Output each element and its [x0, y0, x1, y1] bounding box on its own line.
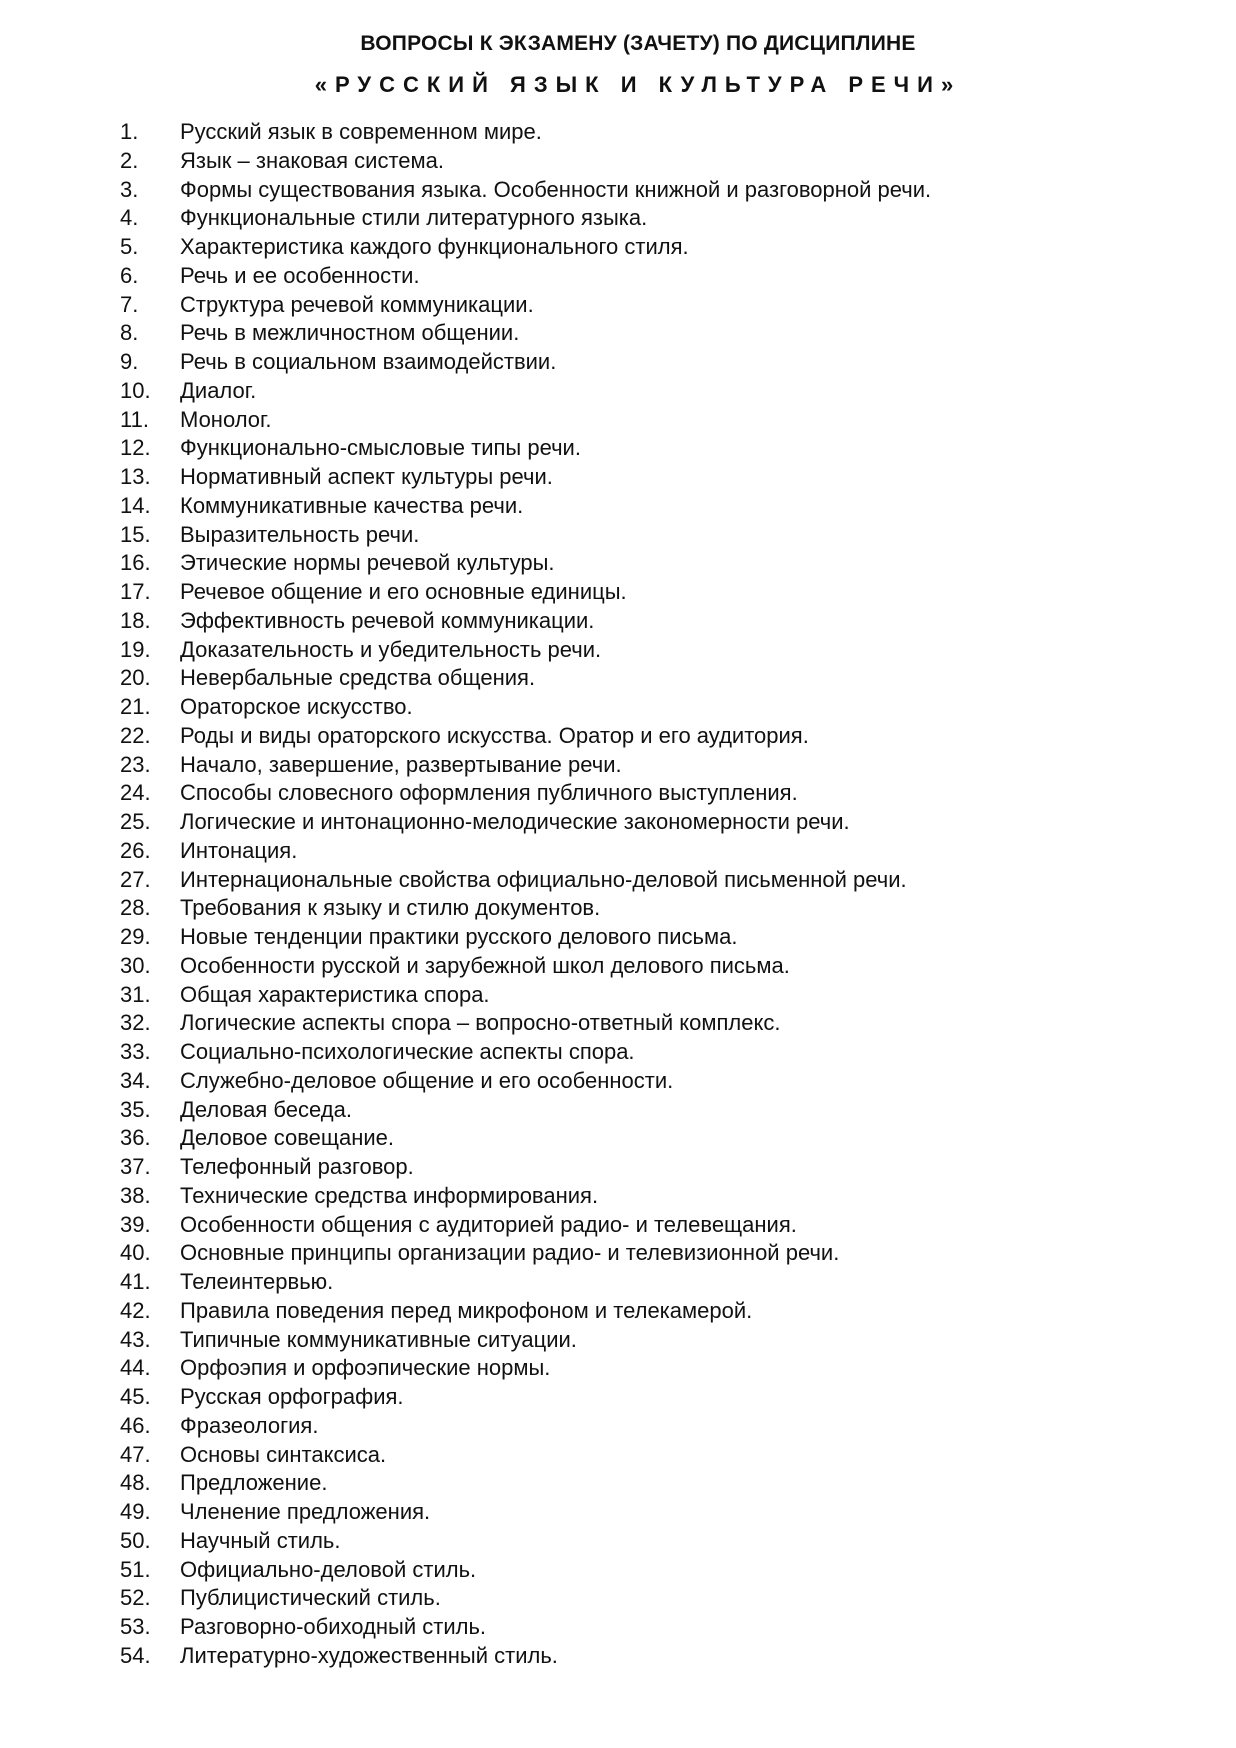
- question-number: 19.: [120, 636, 151, 662]
- question-text: Невербальные средства общения.: [180, 665, 536, 691]
- question-item: [120, 1441, 931, 1470]
- question-item: [120, 1239, 931, 1268]
- question-text: Выразительность речи.: [180, 521, 420, 547]
- question-text: Предложение.: [180, 1470, 328, 1496]
- question-text: Речь в межличностном общении.: [180, 320, 520, 346]
- question-number: 47.: [120, 1441, 151, 1467]
- question-item: [120, 1412, 931, 1441]
- question-number: 42.: [120, 1297, 151, 1323]
- question-text: Интернациональные свойства официально-деловой письменной речи.: [180, 866, 907, 892]
- question-item: [120, 348, 931, 377]
- question-text: Ораторское искусство.: [180, 694, 413, 719]
- question-item: [120, 808, 931, 837]
- question-number: 25.: [120, 809, 151, 834]
- question-item: [120, 262, 931, 291]
- question-number: 18.: [120, 607, 151, 633]
- question-item: [120, 1527, 931, 1556]
- question-text: Телеинтервью.: [180, 1269, 334, 1294]
- question-number: 10.: [120, 377, 151, 403]
- question-item: [120, 722, 931, 751]
- question-item: [120, 549, 931, 578]
- question-item: [120, 319, 931, 348]
- question-text: Логические и интонационно-мелодические закономерности речи.: [180, 809, 850, 834]
- question-item: [120, 751, 931, 780]
- question-item: [120, 779, 931, 808]
- question-item: [120, 693, 931, 722]
- question-number: 34.: [120, 1067, 151, 1093]
- question-text: Язык – знаковая система.: [180, 147, 444, 173]
- question-text: Русская орфография.: [180, 1384, 404, 1409]
- question-text: Телефонный разговор.: [180, 1154, 414, 1179]
- question-item: [120, 1009, 931, 1038]
- question-text: Нормативный аспект культуры речи.: [180, 464, 553, 489]
- question-text: Служебно-деловое общение и его особенности.: [180, 1067, 674, 1093]
- question-number: 29.: [120, 924, 151, 949]
- question-item: [120, 578, 931, 607]
- question-item: [120, 377, 931, 406]
- question-item: [120, 636, 931, 665]
- question-item: [120, 1182, 931, 1211]
- question-text: Требования к языку и стилю документов.: [180, 895, 601, 921]
- question-number: 31.: [120, 981, 151, 1007]
- question-text: Официально-деловой стиль.: [180, 1556, 477, 1582]
- question-item: [120, 1096, 931, 1125]
- question-number: 48.: [120, 1470, 151, 1496]
- question-item: [120, 1124, 931, 1153]
- question-number: 37.: [120, 1154, 151, 1179]
- question-item: [120, 1642, 931, 1671]
- question-number: 6.: [120, 262, 139, 288]
- question-item: [120, 1383, 931, 1412]
- question-item: [120, 664, 931, 693]
- question-number: 51.: [120, 1556, 151, 1582]
- question-text: Основные принципы организации радио- и телевизионной речи.: [180, 1240, 840, 1266]
- question-text: Речь и ее особенности.: [180, 262, 420, 288]
- question-text: Доказательность и убедительность речи.: [180, 636, 602, 662]
- question-number: 30.: [120, 952, 151, 978]
- question-text: Диалог.: [180, 377, 257, 403]
- question-number: 52.: [120, 1585, 151, 1611]
- question-text: Роды и виды ораторского искусства. Оратор и его аудитория.: [180, 722, 809, 748]
- question-item: [120, 492, 931, 521]
- question-item: [120, 1584, 931, 1613]
- question-text: Разговорно-обиходный стиль.: [180, 1614, 487, 1639]
- question-number: 22.: [120, 722, 151, 748]
- question-text: Эффективность речевой коммуникации.: [180, 607, 595, 633]
- question-item: [120, 1268, 931, 1297]
- question-text: Орфоэпия и орфоэпические нормы.: [180, 1355, 551, 1381]
- question-text: Деловое совещание.: [180, 1125, 395, 1151]
- question-number: 17.: [120, 579, 151, 604]
- question-number: 39.: [120, 1211, 151, 1237]
- question-item: [120, 1354, 931, 1383]
- question-item: [120, 607, 931, 636]
- question-text: Новые тенденции практики русского делового письма.: [180, 924, 738, 949]
- question-text: Русский язык в современном мире.: [180, 119, 542, 144]
- question-number: 8.: [120, 320, 139, 346]
- question-text: Структура речевой коммуникации.: [180, 291, 534, 317]
- question-text: Основы синтаксиса.: [180, 1441, 387, 1467]
- question-number: 12.: [120, 435, 151, 461]
- question-item: [120, 176, 931, 205]
- question-number: 11.: [120, 406, 149, 432]
- question-number: 5.: [120, 234, 139, 259]
- question-item: [120, 406, 931, 435]
- question-text: Функционально-смысловые типы речи.: [180, 435, 581, 461]
- question-text: Характеристика каждого функционального стиля.: [180, 234, 689, 259]
- question-text: Формы существования языка. Особенности книжной и разговорной речи.: [180, 176, 932, 202]
- question-number: 36.: [120, 1125, 151, 1151]
- question-text: Интонация.: [180, 837, 298, 863]
- question-text: Деловая беседа.: [180, 1096, 352, 1122]
- question-item: [120, 291, 931, 320]
- question-number: 45.: [120, 1384, 151, 1409]
- question-text: Членение предложения.: [180, 1499, 431, 1524]
- question-item: [120, 204, 931, 233]
- question-text: Особенности русской и зарубежной школ делового письма.: [180, 952, 790, 978]
- question-number: 46.: [120, 1412, 151, 1438]
- question-number: 43.: [120, 1326, 151, 1352]
- question-item: [120, 981, 931, 1010]
- question-item: [120, 1297, 931, 1326]
- question-number: 7.: [120, 291, 139, 317]
- question-text: Речевое общение и его основные единицы.: [180, 579, 627, 604]
- question-number: 33.: [120, 1039, 151, 1064]
- question-number: 32.: [120, 1010, 151, 1036]
- question-number: 20.: [120, 665, 151, 691]
- question-number: 28.: [120, 895, 151, 921]
- question-text: Начало, завершение, развертывание речи.: [180, 751, 622, 777]
- question-number: 38.: [120, 1182, 151, 1208]
- question-number: 40.: [120, 1240, 151, 1266]
- question-item: [120, 923, 931, 952]
- question-item: [120, 1556, 931, 1585]
- question-item: [120, 894, 931, 923]
- question-number: 54.: [120, 1642, 151, 1668]
- document-title-line-2: «РУССКИЙ ЯЗЫК И КУЛЬТУРА РЕЧИ»: [314, 72, 962, 97]
- question-text: Коммуникативные качества речи.: [180, 492, 524, 518]
- questions-list: [120, 118, 931, 1671]
- question-item: [120, 463, 931, 492]
- question-item: [120, 118, 931, 147]
- question-number: 35.: [120, 1096, 151, 1122]
- question-number: 3.: [120, 176, 139, 202]
- question-number: 49.: [120, 1499, 151, 1524]
- question-text: Литературно-художественный стиль.: [180, 1642, 558, 1668]
- question-item: [120, 1498, 931, 1527]
- question-item: [120, 1153, 931, 1182]
- question-item: [120, 233, 931, 262]
- question-item: [120, 434, 931, 463]
- question-number: 26.: [120, 837, 151, 863]
- question-item: [120, 952, 931, 981]
- question-text: Фразеология.: [180, 1412, 319, 1438]
- question-text: Особенности общения с аудиторией радио- и телевещания.: [180, 1211, 797, 1237]
- question-text: Общая характеристика спора.: [180, 981, 490, 1007]
- question-text: Научный стиль.: [180, 1527, 341, 1553]
- question-item: [120, 1211, 931, 1240]
- question-number: 16.: [120, 550, 151, 576]
- document-title-line-1: ВОПРОСЫ К ЭКЗАМЕНУ (ЗАЧЕТУ) ПО ДИСЦИПЛИНЕ: [360, 32, 916, 55]
- question-text: Монолог.: [180, 406, 272, 432]
- question-text: Технические средства информирования.: [180, 1182, 599, 1208]
- question-text: Публицистический стиль.: [180, 1585, 441, 1611]
- question-item: [120, 1038, 931, 1067]
- question-number: 27.: [120, 866, 151, 892]
- question-item: [120, 1613, 931, 1642]
- question-number: 2.: [120, 147, 139, 173]
- question-number: 24.: [120, 780, 151, 806]
- question-number: 21.: [120, 694, 151, 719]
- question-item: [120, 1326, 931, 1355]
- question-item: [120, 1469, 931, 1498]
- question-number: 41.: [120, 1269, 151, 1294]
- question-number: 23.: [120, 751, 151, 777]
- question-text: Логические аспекты спора – вопросно-ответный комплекс.: [180, 1010, 781, 1036]
- question-text: Типичные коммуникативные ситуации.: [180, 1326, 577, 1352]
- question-item: [120, 147, 931, 176]
- question-number: 15.: [120, 521, 151, 547]
- question-number: 9.: [120, 349, 139, 374]
- question-number: 44.: [120, 1355, 151, 1381]
- question-number: 4.: [120, 205, 139, 231]
- question-text: Социально-психологические аспекты спора.: [180, 1039, 635, 1064]
- question-text: Правила поведения перед микрофоном и телекамерой.: [180, 1297, 753, 1323]
- question-number: 50.: [120, 1527, 151, 1553]
- question-text: Этические нормы речевой культуры.: [180, 550, 555, 576]
- question-text: Речь в социальном взаимодействии.: [180, 349, 557, 374]
- question-number: 53.: [120, 1614, 151, 1639]
- question-item: [120, 521, 931, 550]
- question-item: [120, 1067, 931, 1096]
- question-text: Функциональные стили литературного языка.: [180, 205, 648, 231]
- question-item: [120, 837, 931, 866]
- question-number: 14.: [120, 492, 151, 518]
- question-number: 1.: [120, 119, 139, 144]
- question-text: Способы словесного оформления публичного выступления.: [180, 780, 798, 806]
- question-item: [120, 866, 931, 895]
- question-number: 13.: [120, 464, 151, 489]
